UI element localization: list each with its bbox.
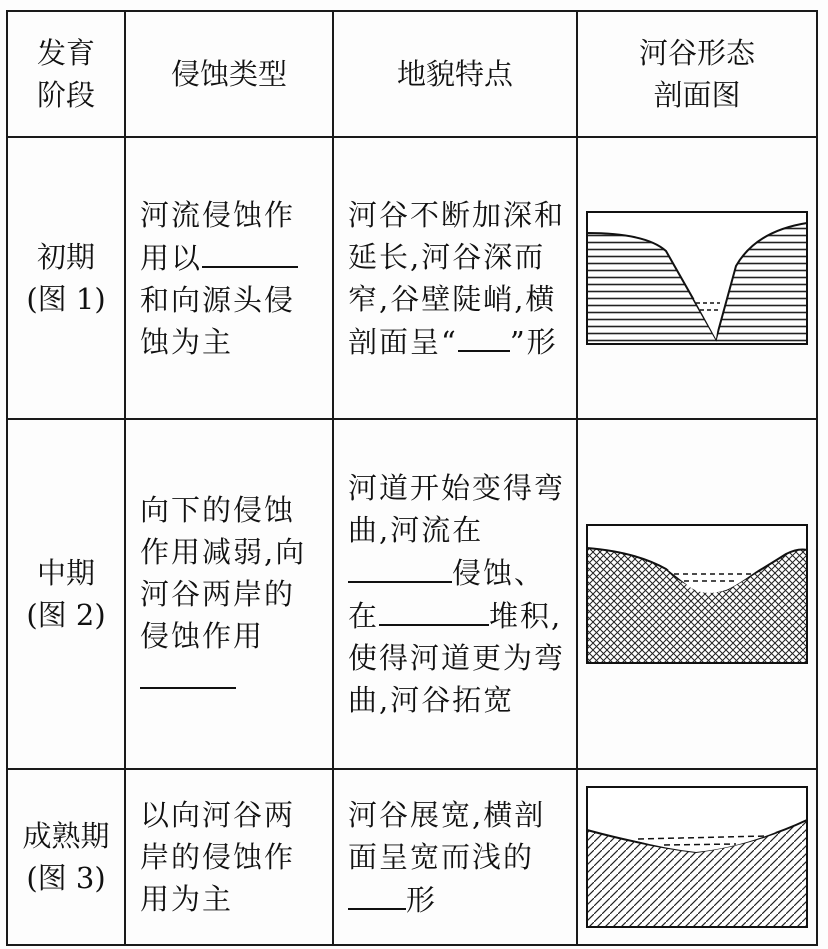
features-text-mid3: 堆积,使得河道更为弯曲,河谷拓宽 <box>348 599 566 717</box>
features-text-pre: 河道开始变得弯曲,河流在 <box>348 471 566 547</box>
erosion-text: 以向河谷两岸的侵蚀作用为主 <box>140 798 296 916</box>
answer-blank[interactable] <box>379 594 489 626</box>
answer-blank[interactable] <box>348 551 452 583</box>
features-text-pre: 河谷展宽,横剖面呈宽而浅的 <box>348 797 546 874</box>
figure-ref: (图 1) <box>26 282 106 316</box>
header-stage-line2: 阶段 <box>36 78 95 112</box>
header-erosion: 侵蚀类型 <box>125 11 333 137</box>
table-row-early <box>7 137 817 419</box>
features-text-post: 形 <box>406 882 438 917</box>
figure-ref: (图 2) <box>26 598 106 632</box>
header-features: 地貌特点 <box>333 11 577 137</box>
features-text-mid2: 在 <box>348 599 380 633</box>
answer-blank[interactable] <box>202 236 298 268</box>
river-valley-table <box>6 10 818 946</box>
erosion-cell-early <box>125 137 333 419</box>
table-row-mature <box>7 769 817 945</box>
header-row <box>7 11 817 137</box>
profile-cell-early <box>577 137 817 419</box>
erosion-cell-mature <box>125 769 333 945</box>
v-valley-profile-figure <box>586 211 808 345</box>
answer-blank[interactable] <box>140 657 236 689</box>
header-profile <box>577 11 817 137</box>
wide-shallow-valley-profile-figure <box>586 786 808 928</box>
erosion-cell-middle <box>125 419 333 769</box>
features-text-post: ”形 <box>509 324 558 359</box>
stage-cell-mature <box>7 769 125 945</box>
header-stage <box>7 11 125 137</box>
stage-cell-early <box>7 137 125 419</box>
answer-blank[interactable] <box>348 878 406 910</box>
stage-label: 初期 <box>36 240 95 274</box>
features-cell-early <box>333 137 577 419</box>
header-profile-line2: 剖面图 <box>653 78 741 112</box>
answer-blank[interactable] <box>458 320 510 352</box>
widening-valley-profile-figure <box>586 524 808 664</box>
features-text-mid1: 侵蚀、 <box>452 556 546 590</box>
features-cell-middle <box>333 419 577 769</box>
stage-label: 成熟期 <box>22 819 110 853</box>
stage-label: 中期 <box>36 556 95 590</box>
profile-cell-mature <box>577 769 817 945</box>
erosion-text: 向下的侵蚀作用减弱,向河谷两岸的侵蚀作用 <box>140 492 307 653</box>
features-cell-mature <box>333 769 577 945</box>
erosion-text-pre: 河流侵蚀作用以 <box>140 197 296 275</box>
erosion-text-post: 和向源头侵蚀为主 <box>140 282 296 359</box>
header-stage-line1: 发育 <box>36 36 95 70</box>
features-text-pre: 河谷不断加深和延长,河谷深而窄,谷壁陡峭,横剖面呈“ <box>348 197 566 359</box>
profile-cell-middle <box>577 419 817 769</box>
figure-ref: (图 3) <box>26 861 106 895</box>
stage-cell-middle <box>7 419 125 769</box>
header-profile-line1: 河谷形态 <box>638 36 755 70</box>
table-row-middle <box>7 419 817 769</box>
